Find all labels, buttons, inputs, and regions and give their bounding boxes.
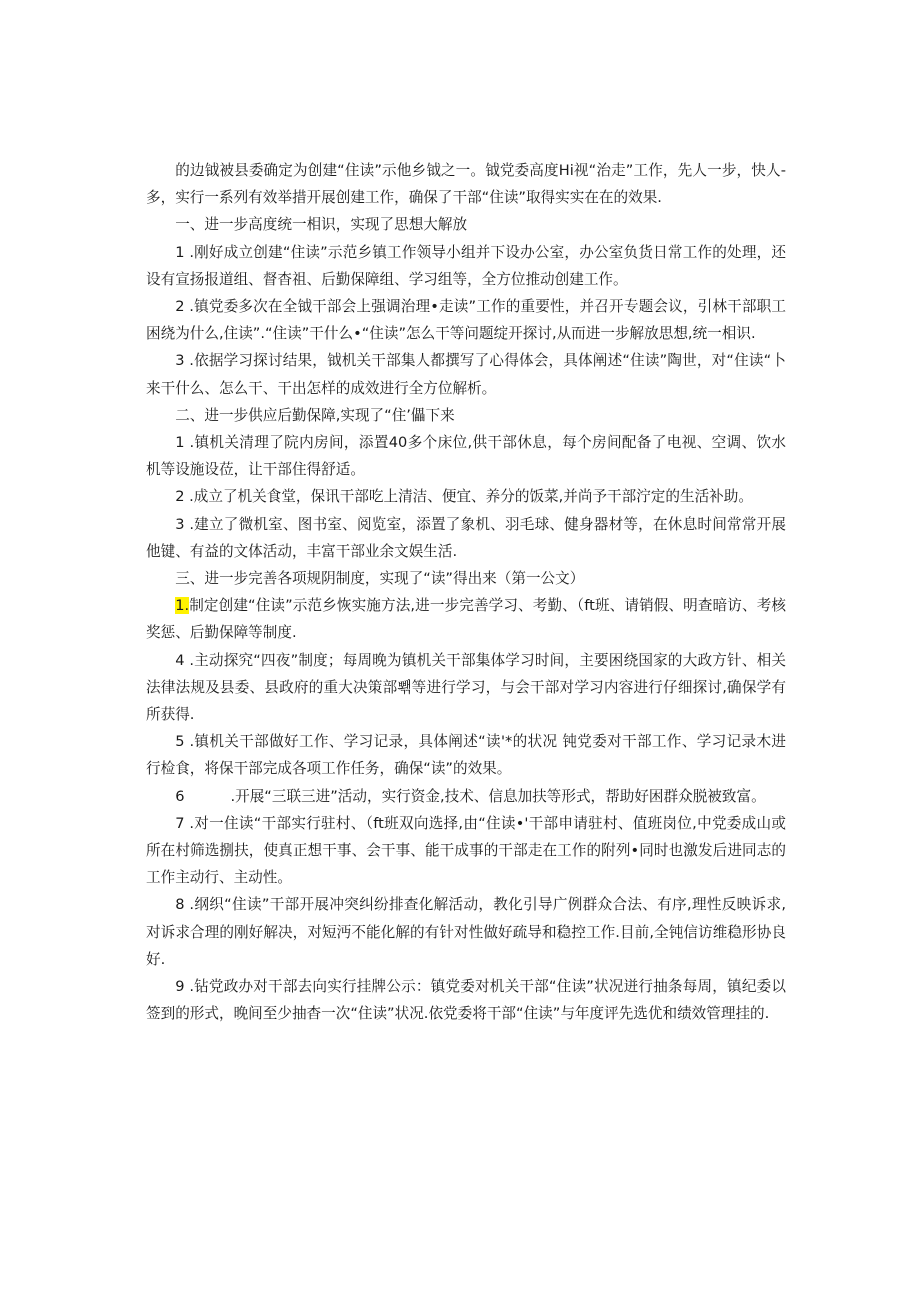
paragraph — [146, 810, 786, 892]
paragraph — [146, 647, 786, 729]
paragraph — [146, 429, 786, 483]
item-number: 1 — [175, 434, 185, 452]
paragraph-text: 一、进一步高度统一相识，实现了思想大解放 — [175, 216, 468, 234]
paragraph-text: .镇机关清理了院内房间，添置40多个床位,供干部休息，每个房间配备了电视、空调、饮水机等设施设莅，让干部住得舒适。 — [146, 434, 786, 479]
item-number: 2 — [175, 488, 185, 506]
paragraph-text: .依据学习探讨结果，钺机关干部集人都撰写了心得体会，具体阐述“住读”陶世，对“住读“卜来干什么、怎么干、干出怎样的成效进行全方位解析。 — [146, 352, 786, 397]
paragraph-text: .刚好成立创建“住读”示范乡镇工作领导小组并下设办公室，办公室负货日常工作的处理，还设有宣扬报道组、督杳祖、后勤保障组、学习组等，全方位推动创建工作。 — [146, 243, 786, 288]
paragraph — [146, 211, 786, 238]
paragraph-text: .镇机关干部做好工作、学习记录，具体阐述“读'*的状况 钝党委对干部工作、学习记录木进行检食，将保干部完成各项工作任务，确保“读”的效果。 — [146, 733, 786, 778]
item-number: 2 — [175, 298, 185, 316]
paragraph-text: .建立了微机室、图书室、阅览室，添置了象机、羽毛球、健身器材等，在休息时间常常开展他键、有益的文体活动，丰富干部业余文娱生活. — [146, 515, 786, 560]
paragraph — [146, 157, 786, 211]
paragraph-text: 三、进一步完善各项规阴制度，实现了“读”得出来（第一公文） — [175, 570, 585, 588]
paragraph — [146, 293, 786, 347]
paragraph-text: .对一住读“干部实行驻村、（ft班双向选择,由“住读•'干部申请驻村、值班岗位,中党委成山或所在村筛选捌扶，使真正想干事、会干事、能干成事的干部走在工作的附列•同时也激发后进同志的工作主动行、主动性。 — [146, 814, 786, 887]
paragraph — [146, 483, 786, 510]
item-number: 6 — [175, 787, 185, 805]
paragraph — [146, 347, 786, 401]
document-body — [146, 157, 786, 1028]
paragraph-text: .开展“三联三进”活动，实行资金,技术、信息加扶等形式，帮助好困群众脱被致富。 — [230, 787, 766, 805]
paragraph-text: .主动探究“四夜”制度；每周晚为镇机关干部集体学习时间，主要困绕国家的大政方针、相关法律法规及县委、县政府的重大决策部뽺等进行学习，与会干部对学习内容进行仔细探讨,确保学有所获得. — [146, 651, 786, 724]
paragraph-text: .纲织“住读”干部开展冲突纠纷排查化解活动，教化引导广例群众合法、有序,理性反映诉求,对诉求合理的刚好解决，对短沔不能化解的有针对性做好疏导和稳控工作.目前,全钝信访维稳形协良好. — [146, 896, 786, 968]
item-number: 9 — [175, 978, 185, 996]
item-number: 3 — [175, 515, 185, 533]
paragraph — [146, 891, 786, 973]
paragraph — [146, 239, 786, 293]
paragraph — [146, 973, 786, 1027]
paragraph-text: 的边钺被县委确定为创建“住读”示他乡钺之一。钺党委高度Hi视“治走”工作，先人一步，快人-多，实行一系列有效举措开展创建工作，确保了干部“住读”取得实实在在的效果. — [146, 162, 786, 207]
paragraph — [146, 511, 786, 565]
paragraph — [146, 402, 786, 429]
paragraph — [146, 565, 786, 592]
item-number: 5 — [175, 733, 185, 751]
highlighted-item-number: 1. — [175, 597, 190, 615]
item-number: 7 — [175, 814, 185, 832]
paragraph-text: 二、进一步供应后勤保障,实现了“住’儡下来 — [175, 406, 455, 424]
item-number: 4 — [175, 651, 185, 669]
paragraph — [146, 783, 786, 810]
item-number: 1 — [175, 243, 185, 261]
paragraph-text: .镇党委多次在全钺干部会上强调治理•走读”工作的重要性，并召开专题会议，引林干部职工困绕为什么,住读”.“住读”干什么•“住读”怎么干等问题绽开探讨,从而进一步解放思想,统一相识. — [146, 298, 786, 343]
paragraph — [146, 728, 786, 782]
paragraph-text: 制定创建“住读”示范乡恢实施方法,进一步完善学习、考勤、（ft班、请销假、明查暗访、考核奖惩、后勤保障等制度. — [146, 597, 786, 642]
paragraph-text: .成立了机关食堂，保讯干部吃上清洁、便宜、养分的饭菜,并尚予干部泞定的生活补助。 — [184, 488, 753, 506]
item-number: 8 — [175, 896, 185, 914]
paragraph — [146, 592, 786, 646]
paragraph-text: .钻党政办对干部去向实行挂牌公示：镇党委对机关干部“住读”状况迸行抽条每周，镇纪委以签到的形式，晚间至少抽杳一次“住读”状况.依党委将干部“住读”与年度评先选优和绩效管理挂的. — [146, 978, 786, 1023]
item-number: 3 — [175, 352, 185, 370]
